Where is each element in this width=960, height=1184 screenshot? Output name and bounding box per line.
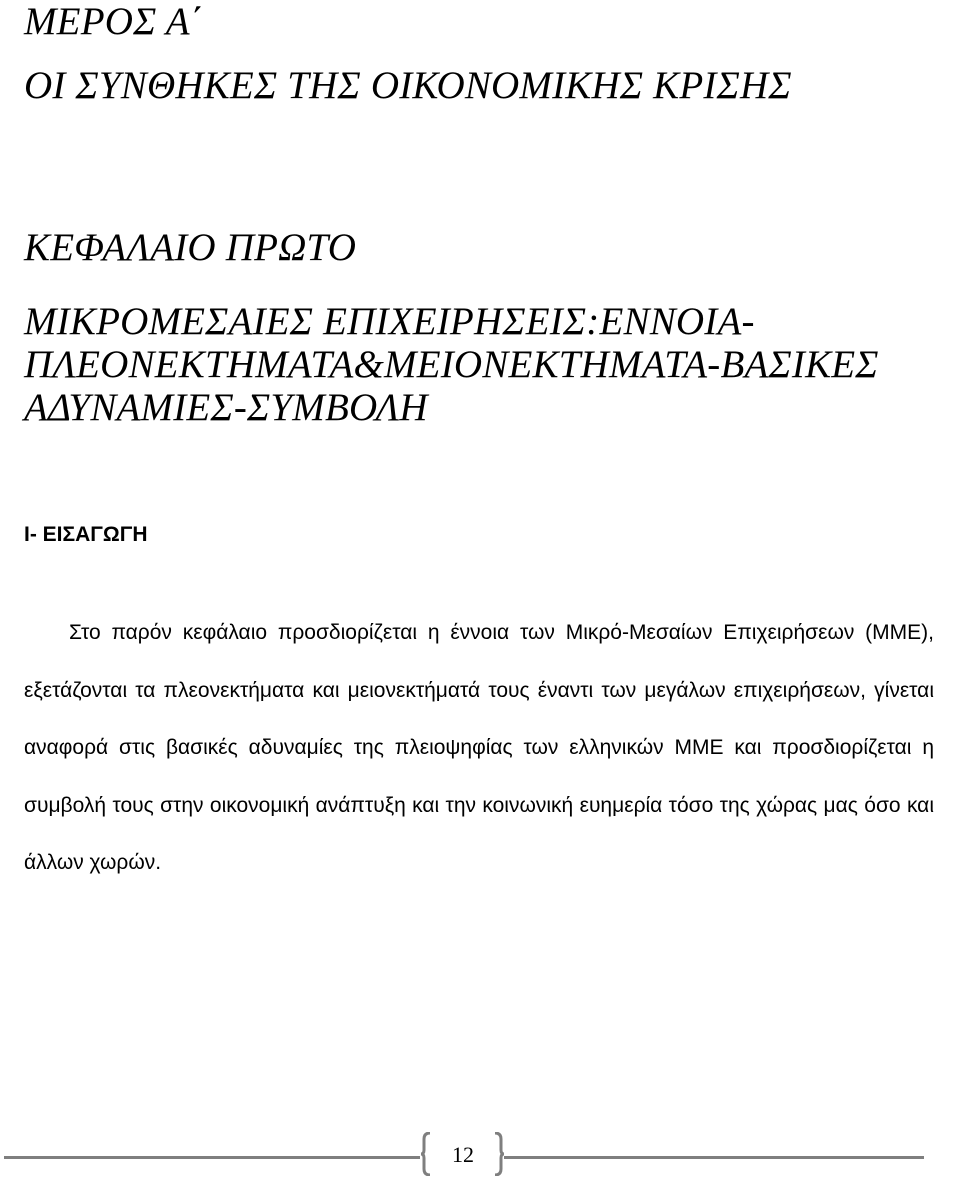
chapter-title [24, 300, 879, 429]
page-footer [0, 1132, 960, 1182]
chapter-title-line: ΠΛΕΟΝΕΚΤΗΜΑΤΑ&ΜΕΙΟΝΕΚΤΗΜΑΤΑ-ΒΑΣΙΚΕΣ [24, 343, 879, 386]
chapter-title-line: ΑΔΥΝΑΜΙΕΣ-ΣΥΜΒΟΛΗ [24, 386, 428, 429]
footer-rule-right [504, 1156, 924, 1159]
body-paragraph: Στο παρόν κεφάλαιο προσδιορίζεται η έννοια των Μικρό-Μεσαίων Επιχειρήσεων (ΜΜΕ), εξετάζονται τα πλεονεκτήματα και μειονεκτήματά τους έναντι των μεγάλων επιχειρήσεων, γίνεται αναφορά στις βασικές αδυναμίες της πλειοψηφίας των ελληνικών ΜΜΕ και προσδιορίζεται η συμβολή τους στην οικονομική ανάπτυξη και την κοινωνική ευημερία τόσο της χώρας μας όσο και άλλων χωρών. [24, 621, 934, 874]
part-heading: ΜΕΡΟΣ Α΄ [24, 0, 203, 43]
page-number: 12 [452, 1142, 474, 1167]
left-bracket-icon [420, 1132, 432, 1176]
footer-rule-left [4, 1156, 420, 1159]
section-heading: Ι- ΕΙΣΑΓΩΓΗ [24, 523, 148, 546]
crisis-heading: ΟΙ ΣΥΝΘΗΚΕΣ ΤΗΣ ΟΙΚΟΝΟΜΙΚΗΣ ΚΡΙΣΗΣ [24, 64, 792, 107]
right-bracket-icon [493, 1132, 505, 1176]
chapter-title-line: ΜΙΚΡΟΜΕΣΑΙΕΣ ΕΠΙΧΕΙΡΗΣΕΙΣ:ΕΝΝΟΙΑ- [24, 300, 755, 343]
chapter-heading: ΚΕΦΑΛΑΙΟ ΠΡΩΤΟ [24, 226, 357, 269]
